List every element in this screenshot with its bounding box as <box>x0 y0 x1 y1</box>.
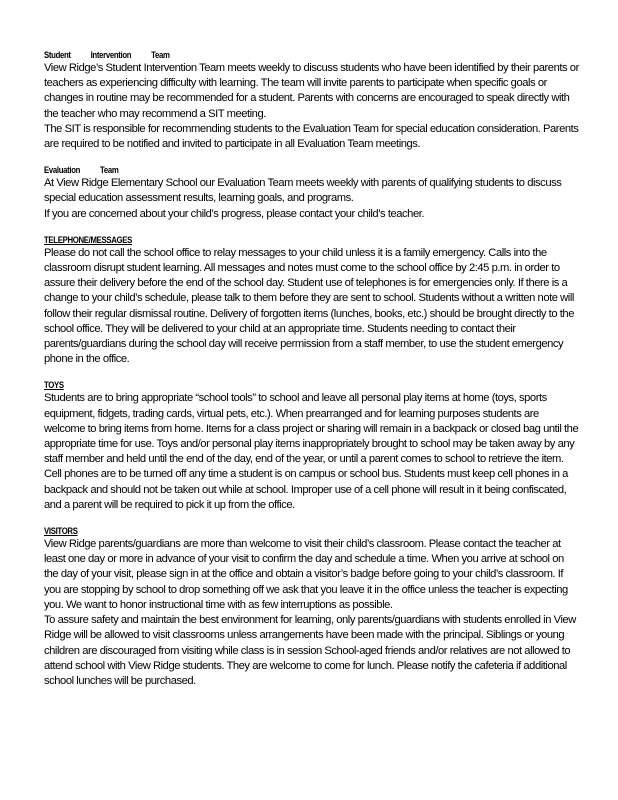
section-heading: TOYS <box>44 380 64 392</box>
section-paragraph: To assure safety and maintain the best environment for learning, only parents/guardians with students enrolled in View Ridge will be allowed to visit classrooms unless arrangements have been made with the principal. Siblings or young children are discouraged from visiting while class is in session School-aged friends and/or relatives are not allowed to attend school with View Ridge students. They are welcome to come for lunch. Please notify the cafeteria if additional school lunches will be purchased. <box>44 614 576 687</box>
section-paragraph: If you are concerned about your child’s progress, please contact your child’s teacher. <box>44 207 425 220</box>
section-heading: Student Intervention Team <box>44 50 170 61</box>
section-paragraph: Please do not call the school office to relay messages to your child unless it is a family emergency. Calls into the classroom disrupt student learning. All messages and notes must come to the school office by 2:45 p.m. in order to assure their delivery before the end of the school day. Student use of telephones is for emergencies only. If there is a change to your child’s schedule, please talk to them before they are sent to school. Students without a written note will follow their regular dismissal routine. Delivery of forgotten items (lunches, books, etc.) should be brought directly to the school office. They will be delivered to your child at an appropriate time. Students needing to contact their parents/guardians during the school day will receive permission from a staff member, to use the student emergency phone in the office. <box>44 246 574 366</box>
section-paragraph: Students are to bring appropriate “school tools” to school and leave all personal play items at home (toys, sports equipment, fidgets, trading cards, virtual pets, etc.). When prearranged and for learning purposes students are welcome to bring items from home. Items for a class project or sharing will remain in a backpack or closed bag until the appropriate time for use. Toys and/or personal play items inappropriately brought to school may be taken away by any staff member and held until the end of the day, end of the year, or until a parent comes to school to retrieve the item. Cell phones are to be turned off any time a student is on campus or school bus. Students must keep cell phones in a backpack and should not be taken out while at school. Improper use of a cell phone will result in it being confiscated, and a parent will be required to pick it up from the office. <box>44 392 579 511</box>
section-toys <box>44 380 580 513</box>
section-visitors <box>44 526 580 689</box>
section-student-intervention-team <box>44 50 580 152</box>
section-paragraph: The SIT is responsible for recommending students to the Evaluation Team for special education consideration. Parents are required to be notified and invited to participate in all Evaluation Team meetings. <box>44 122 579 151</box>
section-evaluation-team <box>44 165 580 222</box>
section-heading: Evaluation Team <box>44 165 119 177</box>
section-paragraph: At View Ridge Elementary School our Evaluation Team meets weekly with parents of qualifying students to discuss special education assessment results, learning goals, and programs. <box>44 177 562 205</box>
section-telephone-messages <box>44 235 580 368</box>
section-paragraph: View Ridge parents/guardians are more than welcome to visit their child’s classroom. Please contact the teacher at least one day or more in advance of your visit to confirm the day and schedule a time. When you arrive at school on the day of your visit, please sign in at the office and obtain a visitor’s badge before going to your child’s classroom. If you are stopping by school to drop something off we ask that you leave it in the office unless the teacher is expecting you. We want to honor instructional time with as few interruptions as possible. <box>44 538 568 611</box>
section-paragraph: View Ridge’s Student Intervention Team meets weekly to discuss students who have been identified by their parents or teachers as experiencing difficulty with learning. The team will invite parents to participate when specific goals or changes in routine may be recommended for a student. Parents with concerns are encouraged to speak directly with the teacher who may recommend a SIT meeting. <box>44 62 579 120</box>
document-page <box>44 50 580 702</box>
section-heading: VISITORS <box>44 526 78 538</box>
section-heading: TELEPHONE/MESSAGES <box>44 234 133 246</box>
